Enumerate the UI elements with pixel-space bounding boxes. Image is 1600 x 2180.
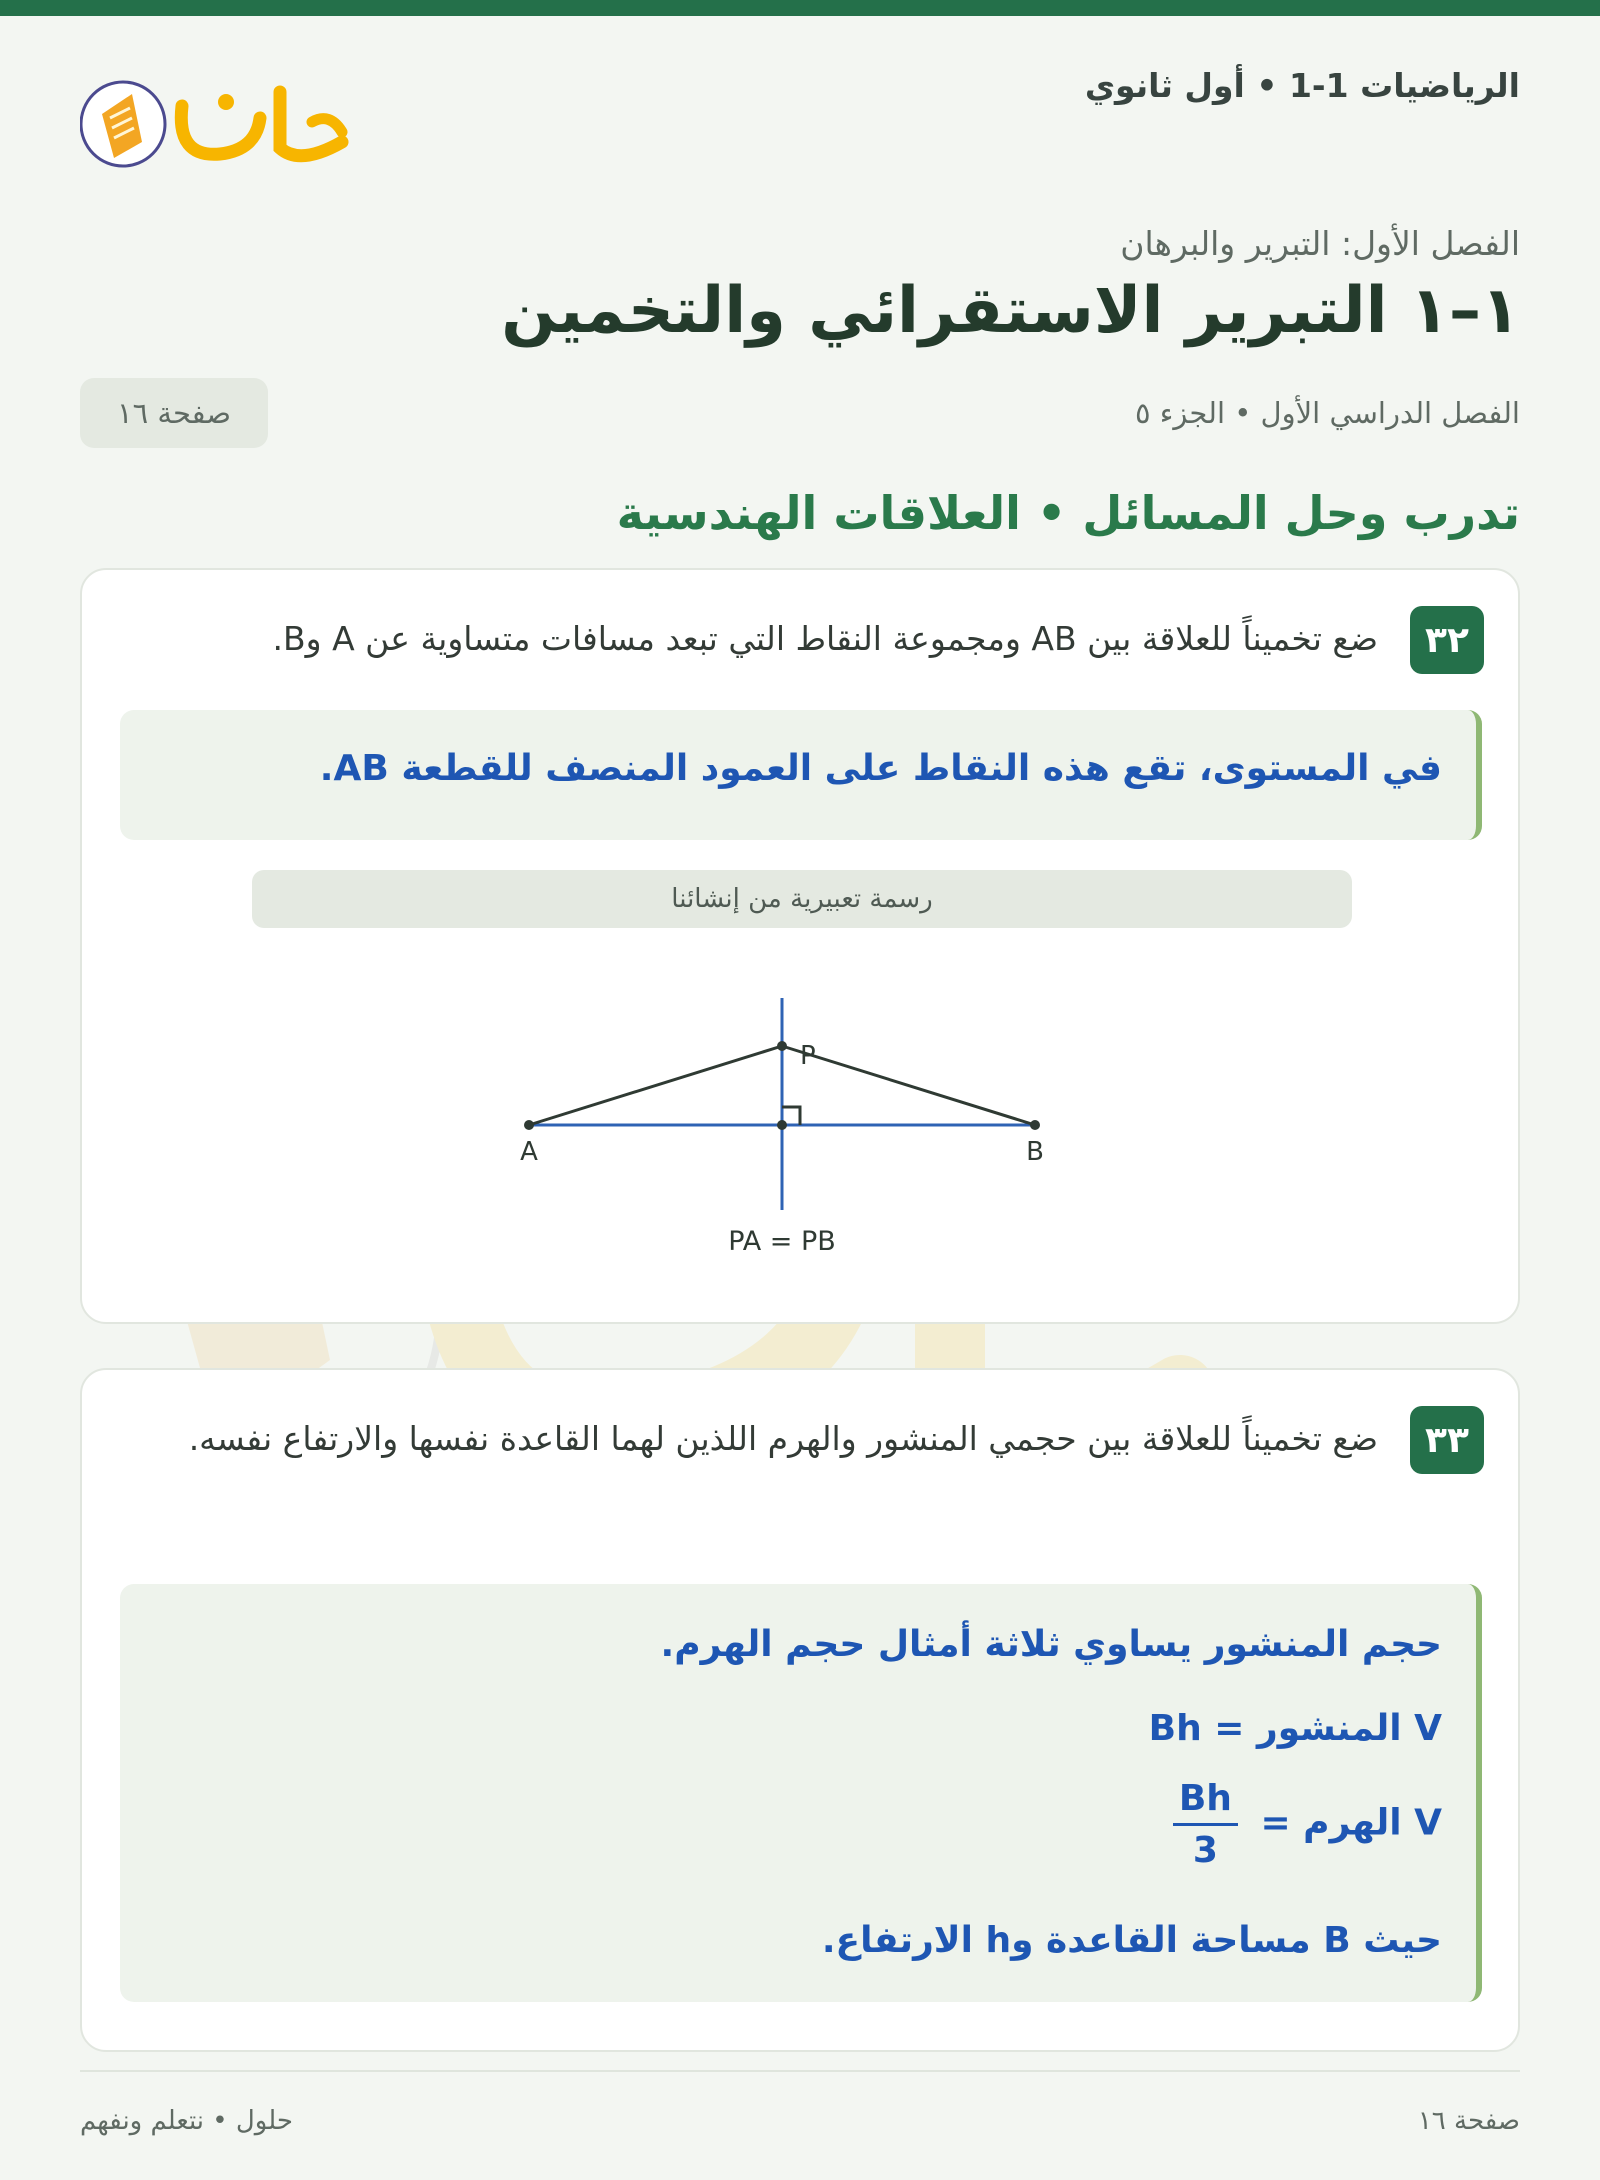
- perpendicular-bisector-diagram: [422, 950, 1182, 1300]
- question-number: ٣٣: [1410, 1406, 1484, 1474]
- figure-caption: PA = PB: [728, 1226, 836, 1257]
- section-title: تدرب وحل المسائل • العلاقات الهندسية: [616, 486, 1520, 540]
- fraction-numerator: Bh: [1173, 1778, 1238, 1826]
- page-number-badge: صفحة ١٦: [80, 378, 268, 448]
- question-text: ضع تخميناً للعلاقة بين حجمي المنشور والهرم اللذين لهما القاعدة نفسها والارتفاع نفسه.: [188, 1419, 1378, 1458]
- page: [80, 16, 1520, 2180]
- logo-icon: [80, 62, 360, 172]
- figure-banner: رسمة تعبيرية من إنشائنا: [252, 870, 1352, 928]
- question-card-33: [80, 1368, 1520, 2052]
- footer-divider: [80, 2070, 1520, 2072]
- pyramid-volume-formula: [1163, 1778, 1442, 1871]
- answer-text: في المستوى، تقع هذه النقاط على العمود المنصف للقطعة AB.: [319, 748, 1442, 789]
- semester-meta: الفصل الدراسي الأول • الجزء ٥: [1134, 396, 1520, 430]
- prism-volume-formula: V المنشور = Bh: [1148, 1708, 1442, 1749]
- midpoint: [777, 1120, 787, 1130]
- chapter-label: الفصل الأول: التبرير والبرهان: [1120, 224, 1520, 263]
- question-number: ٣٢: [1410, 606, 1484, 674]
- brand-logo[interactable]: [80, 62, 360, 172]
- label-p: P: [800, 1041, 816, 1071]
- answer-box: [120, 710, 1482, 840]
- pyramid-formula-lhs: V الهرم =: [1260, 1802, 1442, 1844]
- answer-where-clause: حيث B مساحة القاعدة وh الارتفاع.: [821, 1920, 1442, 1961]
- label-b: B: [1026, 1137, 1044, 1167]
- point-b: [1030, 1120, 1040, 1130]
- label-a: A: [520, 1137, 538, 1167]
- point-p: [777, 1041, 787, 1051]
- footer-page-number: صفحة ١٦: [1417, 2106, 1520, 2136]
- question-card-32: [80, 568, 1520, 1324]
- question-text: ضع تخميناً للعلاقة بين AB ومجموعة النقاط التي تبعد مسافات متساوية عن A وB.: [272, 619, 1378, 658]
- answer-box: [120, 1584, 1482, 2002]
- page-title: ١–١ التبرير الاستقرائي والتخمين: [501, 274, 1520, 348]
- top-accent-bar: [0, 0, 1600, 16]
- fraction-denominator: 3: [1192, 1830, 1218, 1871]
- fraction: [1173, 1778, 1238, 1871]
- point-a: [524, 1120, 534, 1130]
- answer-statement: حجم المنشور يساوي ثلاثة أمثال حجم الهرم.: [660, 1624, 1442, 1665]
- footer-brand: حلول • نتعلم ونفهم: [80, 2106, 293, 2136]
- segment-pa: [529, 1046, 782, 1125]
- breadcrumb: الرياضيات 1-1 • أول ثانوي: [1084, 66, 1520, 105]
- segment-pb: [782, 1046, 1035, 1125]
